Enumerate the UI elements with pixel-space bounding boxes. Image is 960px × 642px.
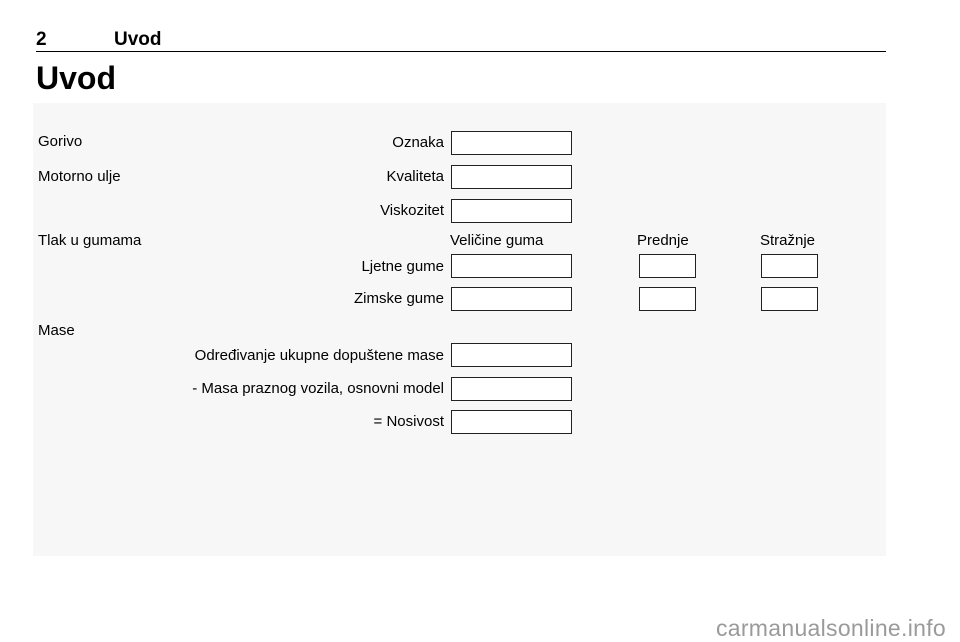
oil-viscosity-label: Viskozitet [380, 202, 444, 219]
winter-tyre-size-field[interactable] [451, 287, 572, 311]
page-number: 2 [36, 29, 47, 50]
gross-mass-label: Određivanje ukupne dopuštene mase [194, 347, 444, 364]
winter-rear-pressure-field[interactable] [761, 287, 818, 311]
summer-front-pressure-field[interactable] [639, 254, 696, 278]
tyre-pressure-section-label: Tlak u gumama [38, 232, 142, 249]
vehicle-data-form [33, 103, 886, 556]
tyre-size-column-header: Veličine guma [450, 232, 544, 249]
oil-quality-field[interactable] [451, 165, 572, 189]
front-column-header: Prednje [637, 232, 689, 249]
masses-section-label: Mase [38, 322, 75, 339]
gross-mass-field[interactable] [451, 343, 572, 367]
fuel-designation-field[interactable] [451, 131, 572, 155]
empty-mass-field[interactable] [451, 377, 572, 401]
summer-rear-pressure-field[interactable] [761, 254, 818, 278]
winter-tyres-label: Zimske gume [353, 290, 444, 307]
running-title: Uvod [114, 29, 162, 50]
oil-quality-label: Kvaliteta [386, 168, 444, 185]
fuel-section-label: Gorivo [38, 133, 83, 150]
watermark: carmanualsonline.info [715, 615, 946, 641]
rear-column-header: Stražnje [760, 232, 816, 249]
fuel-designation-label: Oznaka [392, 134, 444, 151]
summer-tyres-label: Ljetne gume [361, 258, 444, 275]
summer-tyre-size-field[interactable] [451, 254, 572, 278]
page-header [36, 29, 886, 52]
winter-front-pressure-field[interactable] [639, 287, 696, 311]
oil-viscosity-field[interactable] [451, 199, 572, 223]
engine-oil-section-label: Motorno ulje [38, 168, 121, 185]
page-title: Uvod [36, 60, 116, 96]
payload-label: = Nosivost [373, 413, 444, 430]
empty-mass-label: - Masa praznog vozila, osnovni model [192, 380, 444, 397]
payload-field[interactable] [451, 410, 572, 434]
